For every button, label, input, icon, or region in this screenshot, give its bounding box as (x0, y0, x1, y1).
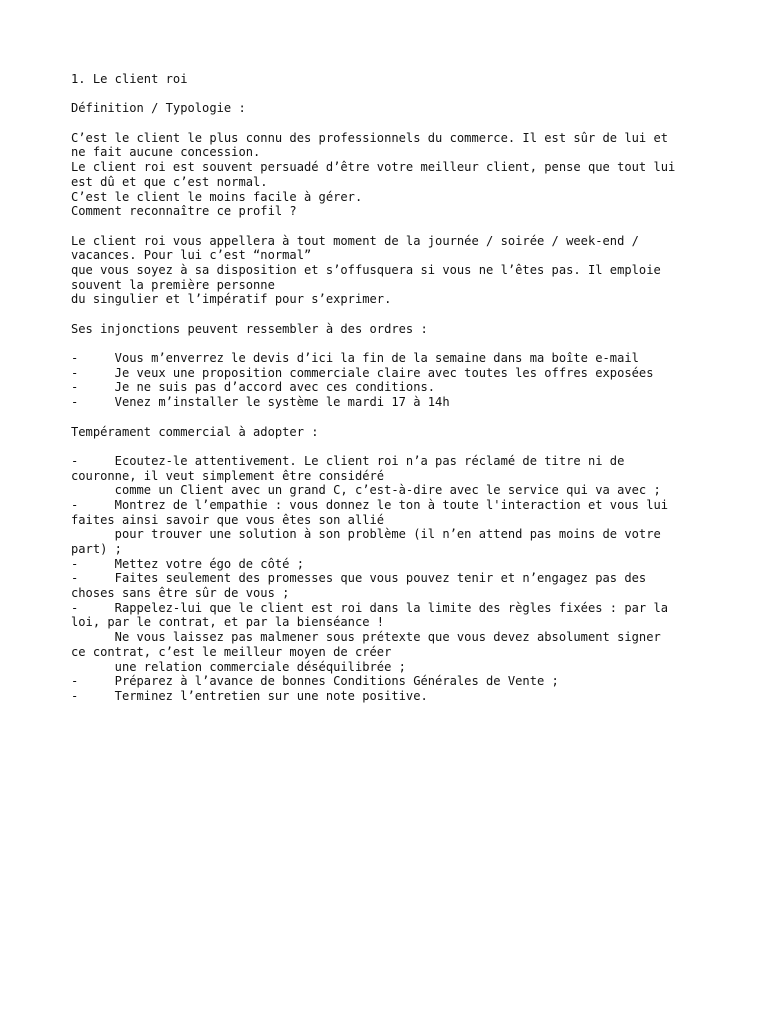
injonctions-intro: Ses injonctions peuvent ressembler à des ordres : (71, 321, 428, 336)
list-item: - Rappelez-lui que le client est roi dans la limite des règles fixées : par la (71, 600, 669, 615)
list-item: - Montrez de l’empathie : vous donnez le ton à toute l'interaction et vous lui (71, 497, 669, 512)
spacer (71, 219, 711, 234)
text-line: Le client roi est souvent persuadé d’être votre meilleur client, pense que tout lui (71, 160, 676, 175)
list-item: pour trouver une solution à son problème (il n’en attend pas moins de votre (71, 527, 661, 542)
list-item: comme un Client avec un grand C, c’est-à-dire avec le service qui va avec ; (71, 483, 661, 498)
list-item: choses sans être sûr de vous ; (71, 586, 290, 601)
list-item: - Ecoutez-le attentivement. Le client roi n’a pas réclamé de titre ni de (71, 453, 625, 468)
spacer (71, 410, 711, 425)
list-item: loi, par le contrat, et par la bienséance ! (71, 615, 385, 630)
temperament-intro: Tempérament commercial à adopter : (71, 424, 319, 439)
list-item: - Terminez l’entretien sur une note positive. (71, 688, 428, 703)
list-item: part) ; (71, 542, 122, 556)
list-item: ce contrat, c’est le meilleur moyen de créer (71, 644, 392, 659)
injonctions-list (71, 351, 711, 410)
subheading: Définition / Typologie : (71, 101, 246, 116)
text-line: ne fait aucune concession. (71, 145, 261, 160)
text-line: Le client roi vous appellera à tout moment de la journée / soirée / week-end / (71, 233, 639, 248)
list-item: - Venez m’installer le système le mardi 17 à 14h (71, 395, 450, 410)
text-line: C’est le client le plus connu des professionnels du commerce. Il est sûr de lui et (71, 130, 669, 145)
list-item: - Faites seulement des promesses que vous pouvez tenir et n’engagez pas des (71, 571, 647, 586)
spacer (71, 116, 711, 131)
behavior-paragraph (71, 234, 711, 307)
text-line: C’est le client le moins facile à gérer. (71, 189, 363, 204)
section-heading: 1. Le client roi (71, 72, 188, 86)
text-line: Comment reconnaître ce profil ? (71, 204, 297, 219)
list-item: - Mettez votre égo de côté ; (71, 556, 304, 571)
list-item: couronne, il veut simplement être considéré (71, 468, 385, 483)
spacer (71, 439, 711, 454)
spacer (71, 307, 711, 322)
document-page (71, 72, 711, 704)
text-line: du singulier et l’impératif pour s’exprimer. (71, 292, 392, 307)
text-line: vacances. Pour lui c’est “normal” (71, 248, 312, 263)
list-item: une relation commerciale déséquilibrée ; (71, 659, 406, 674)
list-item: - Je ne suis pas d’accord avec ces conditions. (71, 380, 436, 395)
definition-paragraph (71, 131, 711, 219)
list-item: Ne vous laissez pas malmener sous prétexte que vous devez absolument signer (71, 630, 661, 645)
list-item: - Je veux une proposition commerciale claire avec toutes les offres exposées (71, 365, 654, 380)
list-item: faites ainsi savoir que vous êtes son allié (71, 512, 385, 527)
text-line: que vous soyez à sa disposition et s’offusquera si vous ne l’êtes pas. Il emploie (71, 262, 661, 277)
text-line: souvent la première personne (71, 277, 275, 292)
spacer (71, 336, 711, 351)
list-item: - Préparez à l’avance de bonnes Conditions Générales de Vente ; (71, 674, 559, 689)
temperament-list (71, 454, 711, 704)
spacer (71, 87, 711, 102)
list-item: - Vous m’enverrez le devis d’ici la fin de la semaine dans ma boîte e-mail (71, 351, 639, 366)
text-line: est dû et que c’est normal. (71, 174, 268, 189)
